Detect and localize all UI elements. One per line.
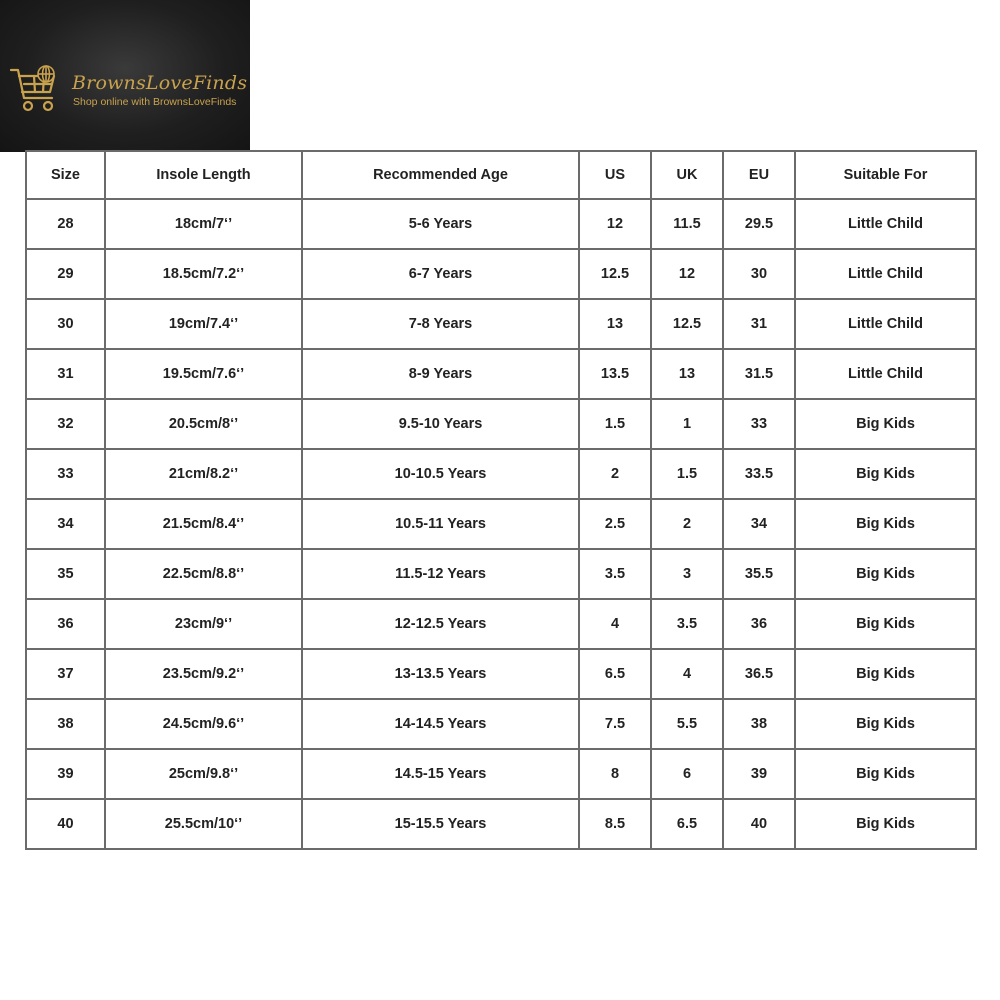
table-row	[26, 749, 976, 799]
cell-recommended-age: 6-7 Years	[302, 249, 579, 299]
cell-insole-length: 23.5cm/9.2‘’	[105, 649, 302, 699]
cell-recommended-age: 10-10.5 Years	[302, 449, 579, 499]
cell-insole-length: 21.5cm/8.4‘’	[105, 499, 302, 549]
cell-insole-length: 24.5cm/9.6‘’	[105, 699, 302, 749]
cell-size: 31	[26, 349, 105, 399]
cell-us: 2	[579, 449, 651, 499]
cell-suitable-for: Little Child	[795, 299, 976, 349]
cell-insole-length: 23cm/9‘’	[105, 599, 302, 649]
cell-us: 4	[579, 599, 651, 649]
cell-uk: 1	[651, 399, 723, 449]
header-us: US	[579, 151, 651, 199]
cell-insole-length: 19.5cm/7.6‘’	[105, 349, 302, 399]
table-row	[26, 549, 976, 599]
cell-insole-length: 22.5cm/8.8‘’	[105, 549, 302, 599]
cell-size: 34	[26, 499, 105, 549]
cell-us: 12	[579, 199, 651, 249]
cell-us: 1.5	[579, 399, 651, 449]
header-recommended-age: Recommended Age	[302, 151, 579, 199]
table-row	[26, 349, 976, 399]
table-row	[26, 399, 976, 449]
table-row	[26, 199, 976, 249]
cell-eu: 33	[723, 399, 795, 449]
cell-recommended-age: 12-12.5 Years	[302, 599, 579, 649]
cell-recommended-age: 10.5-11 Years	[302, 499, 579, 549]
cell-us: 3.5	[579, 549, 651, 599]
table-body	[26, 199, 976, 849]
header-uk: UK	[651, 151, 723, 199]
cell-eu: 39	[723, 749, 795, 799]
cell-eu: 34	[723, 499, 795, 549]
cell-eu: 30	[723, 249, 795, 299]
table-row	[26, 799, 976, 849]
table-row	[26, 449, 976, 499]
cell-insole-length: 19cm/7.4‘’	[105, 299, 302, 349]
cell-us: 6.5	[579, 649, 651, 699]
table-row	[26, 499, 976, 549]
cell-suitable-for: Little Child	[795, 349, 976, 399]
brand-name: BrownsLoveFinds	[72, 72, 248, 94]
cell-uk: 6	[651, 749, 723, 799]
cell-recommended-age: 9.5-10 Years	[302, 399, 579, 449]
cell-suitable-for: Big Kids	[795, 749, 976, 799]
cell-eu: 40	[723, 799, 795, 849]
header-eu: EU	[723, 151, 795, 199]
cell-suitable-for: Big Kids	[795, 399, 976, 449]
cell-suitable-for: Big Kids	[795, 699, 976, 749]
cell-suitable-for: Big Kids	[795, 649, 976, 699]
cell-insole-length: 18.5cm/7.2‘’	[105, 249, 302, 299]
header-size: Size	[26, 151, 105, 199]
cell-recommended-age: 13-13.5 Years	[302, 649, 579, 699]
table-row	[26, 699, 976, 749]
cell-uk: 3	[651, 549, 723, 599]
cell-suitable-for: Little Child	[795, 199, 976, 249]
cell-us: 7.5	[579, 699, 651, 749]
cell-us: 8	[579, 749, 651, 799]
cell-suitable-for: Little Child	[795, 249, 976, 299]
cell-size: 38	[26, 699, 105, 749]
cell-eu: 36	[723, 599, 795, 649]
cell-suitable-for: Big Kids	[795, 799, 976, 849]
cell-eu: 33.5	[723, 449, 795, 499]
brand-logo-panel	[0, 0, 250, 152]
table-row	[26, 299, 976, 349]
cell-size: 29	[26, 249, 105, 299]
cell-eu: 38	[723, 699, 795, 749]
cell-us: 13.5	[579, 349, 651, 399]
cell-uk: 2	[651, 499, 723, 549]
cell-eu: 36.5	[723, 649, 795, 699]
cell-suitable-for: Big Kids	[795, 549, 976, 599]
cell-uk: 12	[651, 249, 723, 299]
cell-size: 37	[26, 649, 105, 699]
cell-uk: 11.5	[651, 199, 723, 249]
cell-eu: 29.5	[723, 199, 795, 249]
header-suitable-for: Suitable For	[795, 151, 976, 199]
table-row	[26, 649, 976, 699]
cell-eu: 31.5	[723, 349, 795, 399]
cell-uk: 3.5	[651, 599, 723, 649]
cell-insole-length: 20.5cm/8‘’	[105, 399, 302, 449]
shopping-cart-globe-icon	[8, 64, 62, 116]
brand-tagline: Shop online with BrownsLoveFinds	[73, 96, 237, 108]
table-row	[26, 249, 976, 299]
cell-uk: 13	[651, 349, 723, 399]
cell-recommended-age: 15-15.5 Years	[302, 799, 579, 849]
cell-insole-length: 21cm/8.2‘’	[105, 449, 302, 499]
cell-recommended-age: 5-6 Years	[302, 199, 579, 249]
cell-eu: 35.5	[723, 549, 795, 599]
cell-insole-length: 25.5cm/10‘’	[105, 799, 302, 849]
cell-size: 39	[26, 749, 105, 799]
cell-size: 36	[26, 599, 105, 649]
table-row	[26, 599, 976, 649]
cell-uk: 12.5	[651, 299, 723, 349]
cell-suitable-for: Big Kids	[795, 449, 976, 499]
cell-suitable-for: Big Kids	[795, 599, 976, 649]
cell-size: 40	[26, 799, 105, 849]
cell-recommended-age: 8-9 Years	[302, 349, 579, 399]
cell-suitable-for: Big Kids	[795, 499, 976, 549]
cell-uk: 1.5	[651, 449, 723, 499]
cell-insole-length: 18cm/7‘’	[105, 199, 302, 249]
cell-recommended-age: 7-8 Years	[302, 299, 579, 349]
cell-size: 35	[26, 549, 105, 599]
cell-size: 30	[26, 299, 105, 349]
cell-uk: 5.5	[651, 699, 723, 749]
cell-recommended-age: 14.5-15 Years	[302, 749, 579, 799]
cell-us: 8.5	[579, 799, 651, 849]
cell-eu: 31	[723, 299, 795, 349]
header-insole-length: Insole Length	[105, 151, 302, 199]
cell-uk: 6.5	[651, 799, 723, 849]
cell-size: 32	[26, 399, 105, 449]
cell-size: 33	[26, 449, 105, 499]
cell-us: 13	[579, 299, 651, 349]
cell-uk: 4	[651, 649, 723, 699]
cell-size: 28	[26, 199, 105, 249]
table-header-row	[26, 151, 976, 199]
size-chart-table	[25, 150, 977, 850]
cell-us: 12.5	[579, 249, 651, 299]
cell-insole-length: 25cm/9.8‘’	[105, 749, 302, 799]
cell-recommended-age: 11.5-12 Years	[302, 549, 579, 599]
cell-us: 2.5	[579, 499, 651, 549]
cell-recommended-age: 14-14.5 Years	[302, 699, 579, 749]
